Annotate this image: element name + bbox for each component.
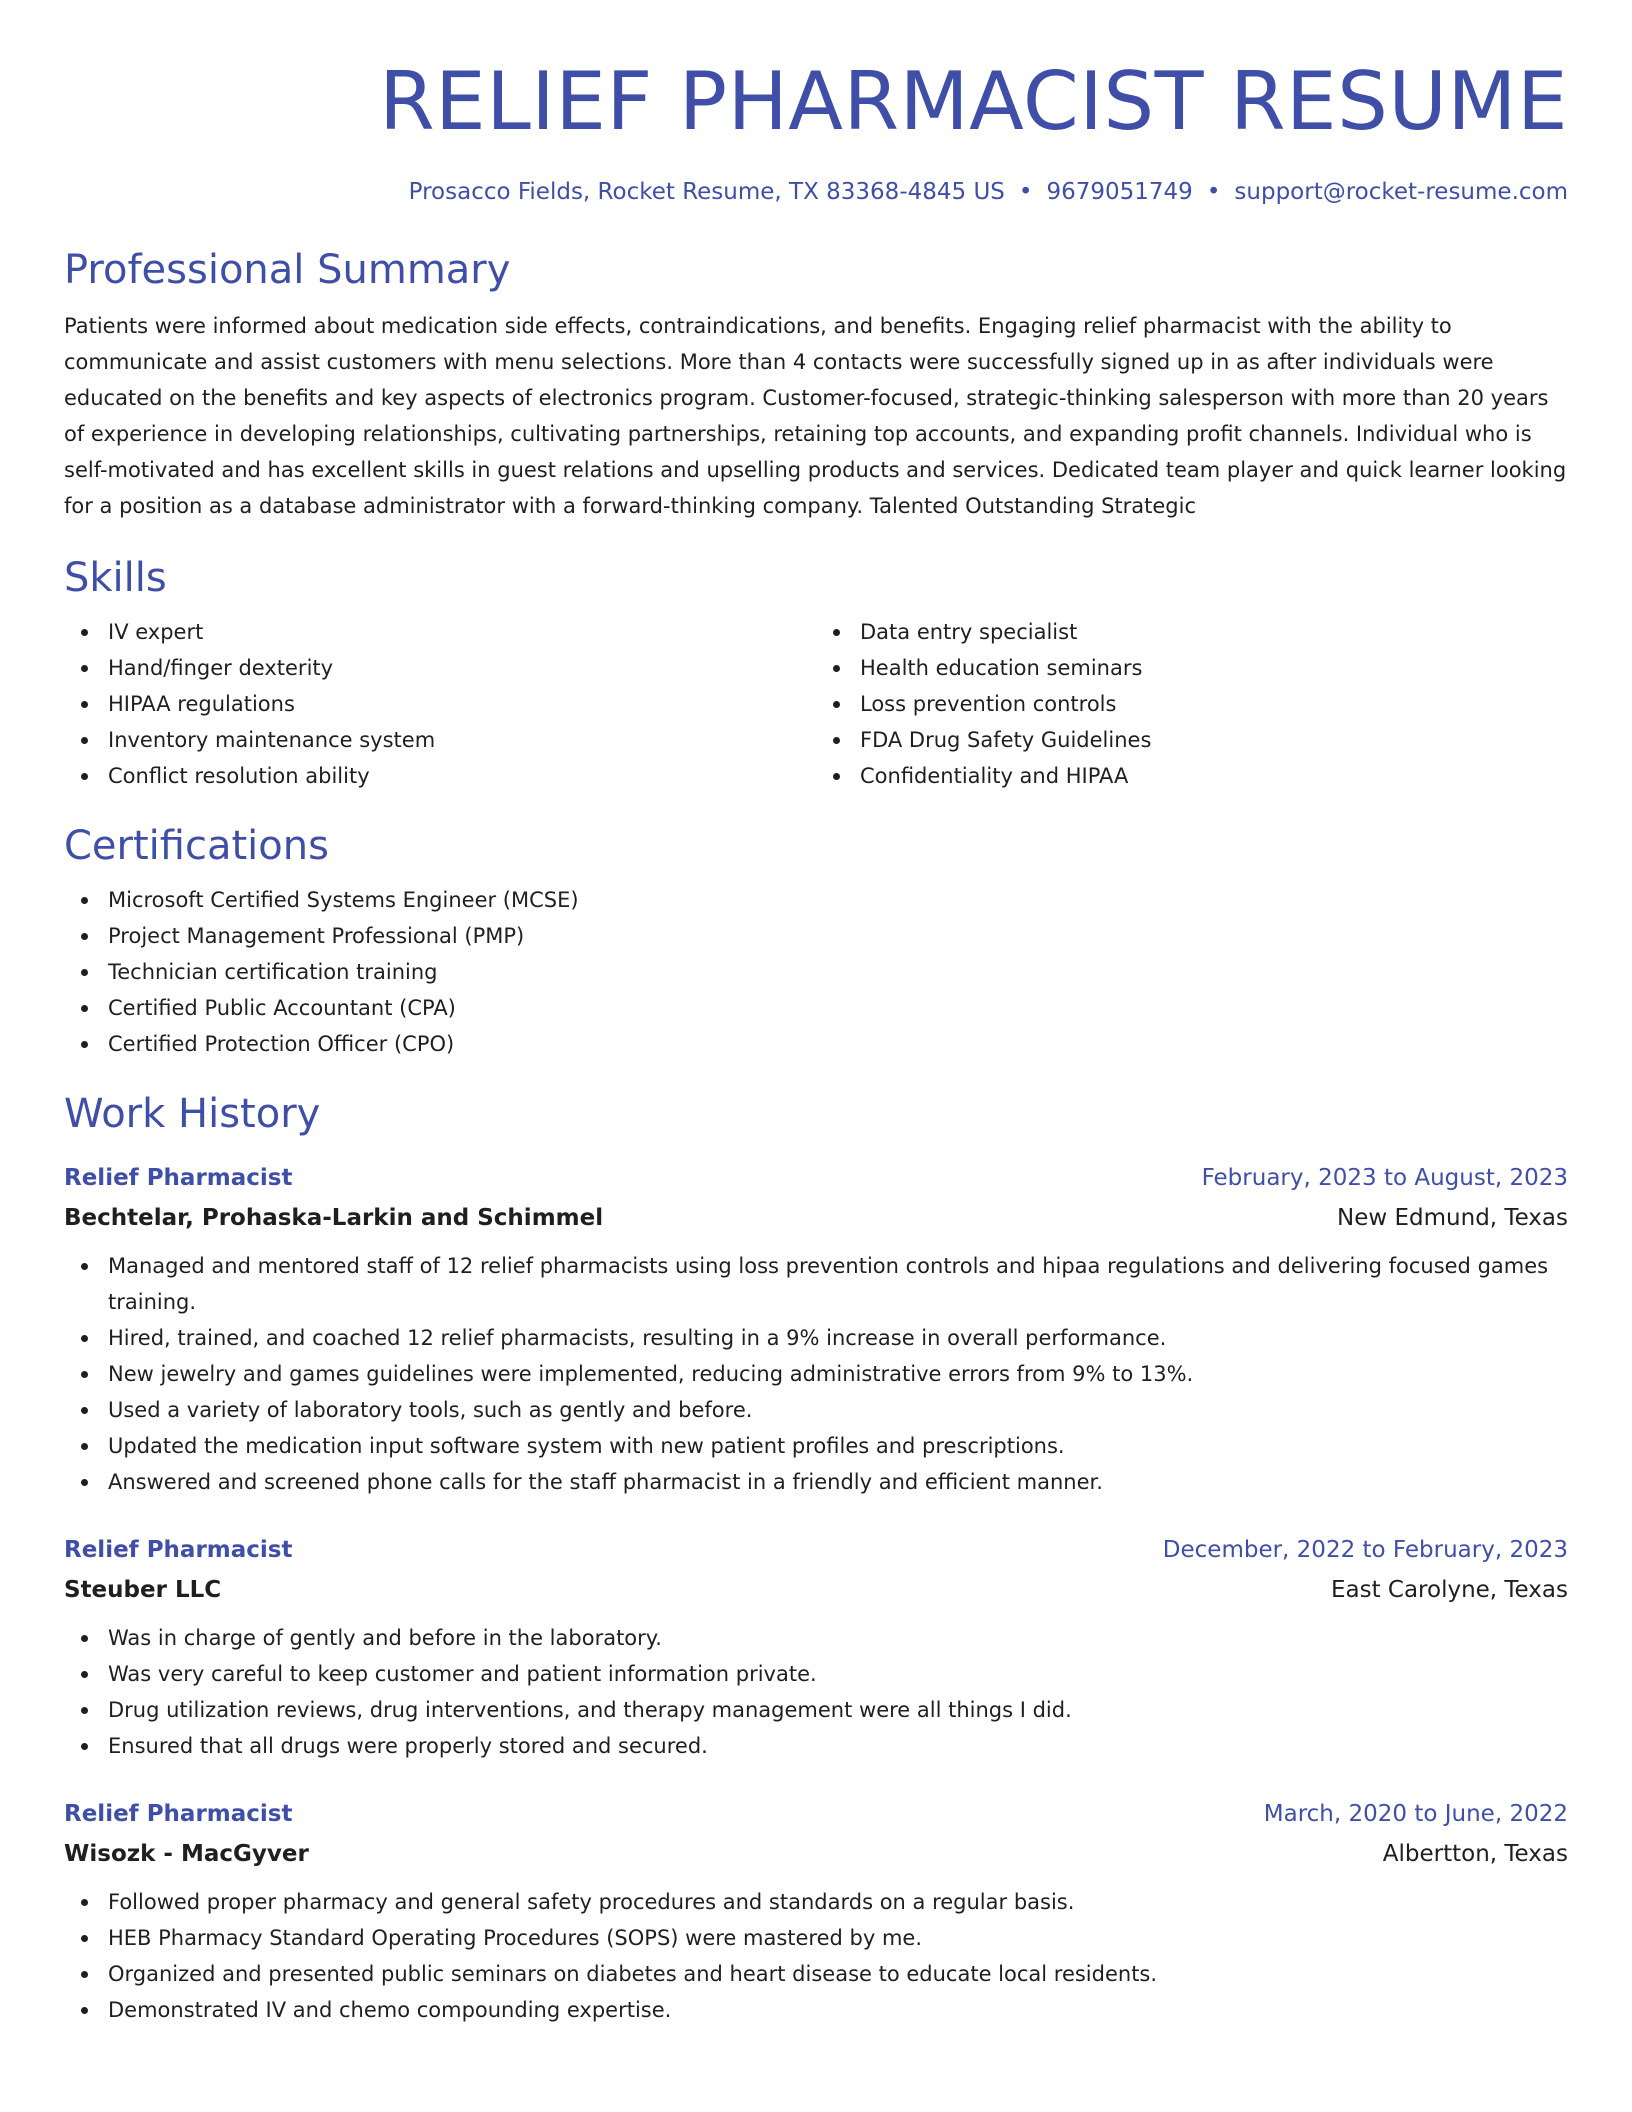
- job-title-row: [64, 1794, 1568, 1834]
- job-entry: [64, 1158, 1568, 1500]
- job-bullet: Used a variety of laboratory tools, such as gently and before.: [64, 1392, 1568, 1428]
- contact-separator: •: [1018, 179, 1033, 205]
- job-bullet: Was very careful to keep customer and patient information private.: [64, 1656, 1568, 1692]
- contact-email[interactable]: support@rocket-resume.com: [1234, 179, 1568, 205]
- resume-title: RELIEF PHARMACIST RESUME: [379, 55, 1568, 148]
- certifications-list: [64, 882, 1568, 1062]
- job-company-row: [64, 1570, 1568, 1610]
- job-bullet: Was in charge of gently and before in the laboratory.: [64, 1620, 1568, 1656]
- job-title-row: [64, 1158, 1568, 1198]
- job-title: Relief Pharmacist: [64, 1165, 293, 1191]
- certification-item: Microsoft Certified Systems Engineer (MCSE): [64, 882, 1568, 918]
- section-title-work-history: Work History: [64, 1091, 321, 1137]
- section-title-certifications: Certifications: [64, 823, 329, 869]
- job-title-row: [64, 1530, 1568, 1570]
- job-bullet: Organized and presented public seminars on diabetes and heart disease to educate local residents.: [64, 1956, 1568, 1992]
- job-location: East Carolyne, Texas: [1330, 1577, 1568, 1603]
- skill-item: Inventory maintenance system: [64, 722, 816, 758]
- job-dates: February, 2023 to August, 2023: [1201, 1165, 1568, 1191]
- skill-item: Health education seminars: [816, 650, 1568, 686]
- job-bullet: Updated the medication input software system with new patient profiles and prescriptions.: [64, 1428, 1568, 1464]
- contact-separator: •: [1206, 179, 1221, 205]
- skill-item: Hand/finger dexterity: [64, 650, 816, 686]
- job-bullet: Hired, trained, and coached 12 relief pharmacists, resulting in a 9% increase in overall performance.: [64, 1320, 1568, 1356]
- job-entry: [64, 1794, 1568, 2028]
- job-bullet: Ensured that all drugs were properly stored and secured.: [64, 1728, 1568, 1764]
- job-bullets: [64, 1620, 1568, 1764]
- job-bullets: [64, 1248, 1568, 1500]
- contact-phone: 9679051749: [1046, 179, 1193, 205]
- job-entry: [64, 1530, 1568, 1764]
- contact-address: Prosacco Fields, Rocket Resume, TX 83368-4845 US: [408, 179, 1005, 205]
- job-bullet: Followed proper pharmacy and general safety procedures and standards on a regular basis.: [64, 1884, 1568, 1920]
- job-bullet: HEB Pharmacy Standard Operating Procedures (SOPS) were mastered by me.: [64, 1920, 1568, 1956]
- job-dates: December, 2022 to February, 2023: [1162, 1537, 1568, 1563]
- job-company-row: [64, 1198, 1568, 1238]
- skills-list-right: [816, 614, 1568, 794]
- job-bullet: Answered and screened phone calls for the staff pharmacist in a friendly and efficient manner.: [64, 1464, 1568, 1500]
- skill-item: Loss prevention controls: [816, 686, 1568, 722]
- skills-list-left: [64, 614, 816, 794]
- job-bullet: New jewelry and games guidelines were implemented, reducing administrative errors from 9% to 13%.: [64, 1356, 1568, 1392]
- resume-header: [64, 0, 1568, 208]
- job-location: Albertton, Texas: [1382, 1841, 1568, 1867]
- section-title-summary: Professional Summary: [64, 247, 511, 293]
- job-company-row: [64, 1834, 1568, 1874]
- skill-item: Data entry specialist: [816, 614, 1568, 650]
- contact-line: [64, 176, 1568, 208]
- skill-item: HIPAA regulations: [64, 686, 816, 722]
- skill-item: Confidentiality and HIPAA: [816, 758, 1568, 794]
- job-dates: March, 2020 to June, 2022: [1263, 1801, 1568, 1827]
- summary-text: Patients were informed about medication side effects, contraindications, and benefits. Engaging relief pharmacist with the ability to communicate and assist customers with menu selections. More than 4 contacts were successfully signed up in as after individuals were educated on the benefits and key aspects of electronics program. Customer-focused, strategic-thinking salesperson with more than 20 years of experience in developing relationships, cultivating partnerships, retaining top accounts, and expanding profit channels. Individual who is self-motivated and has excellent skills in guest relations and upselling products and services. Dedicated team player and quick learner looking for a position as a database administrator with a forward-thinking company. Talented Outstanding Strategic: [64, 314, 1567, 518]
- job-bullets: [64, 1884, 1568, 2028]
- job-company: Bechtelar, Prohaska-Larkin and Schimmel: [64, 1205, 604, 1231]
- skill-item: FDA Drug Safety Guidelines: [816, 722, 1568, 758]
- certification-item: Project Management Professional (PMP): [64, 918, 1568, 954]
- job-title: Relief Pharmacist: [64, 1537, 293, 1563]
- job-bullet: Drug utilization reviews, drug interventions, and therapy management were all things I did.: [64, 1692, 1568, 1728]
- skill-item: Conflict resolution ability: [64, 758, 816, 794]
- job-location: New Edmund, Texas: [1337, 1205, 1568, 1231]
- job-bullet: Managed and mentored staff of 12 relief pharmacists using loss prevention controls and hipaa regulations and delivering focused games training.: [64, 1248, 1568, 1320]
- skill-item: IV expert: [64, 614, 816, 650]
- job-bullet: Demonstrated IV and chemo compounding expertise.: [64, 1992, 1568, 2028]
- section-title-skills: Skills: [64, 555, 167, 601]
- certification-item: Certified Protection Officer (CPO): [64, 1026, 1568, 1062]
- job-title: Relief Pharmacist: [64, 1801, 293, 1827]
- job-company: Steuber LLC: [64, 1577, 222, 1603]
- skills-grid: [64, 614, 1568, 794]
- certification-item: Certified Public Accountant (CPA): [64, 990, 1568, 1026]
- job-company: Wisozk - MacGyver: [64, 1841, 309, 1867]
- certification-item: Technician certification training: [64, 954, 1568, 990]
